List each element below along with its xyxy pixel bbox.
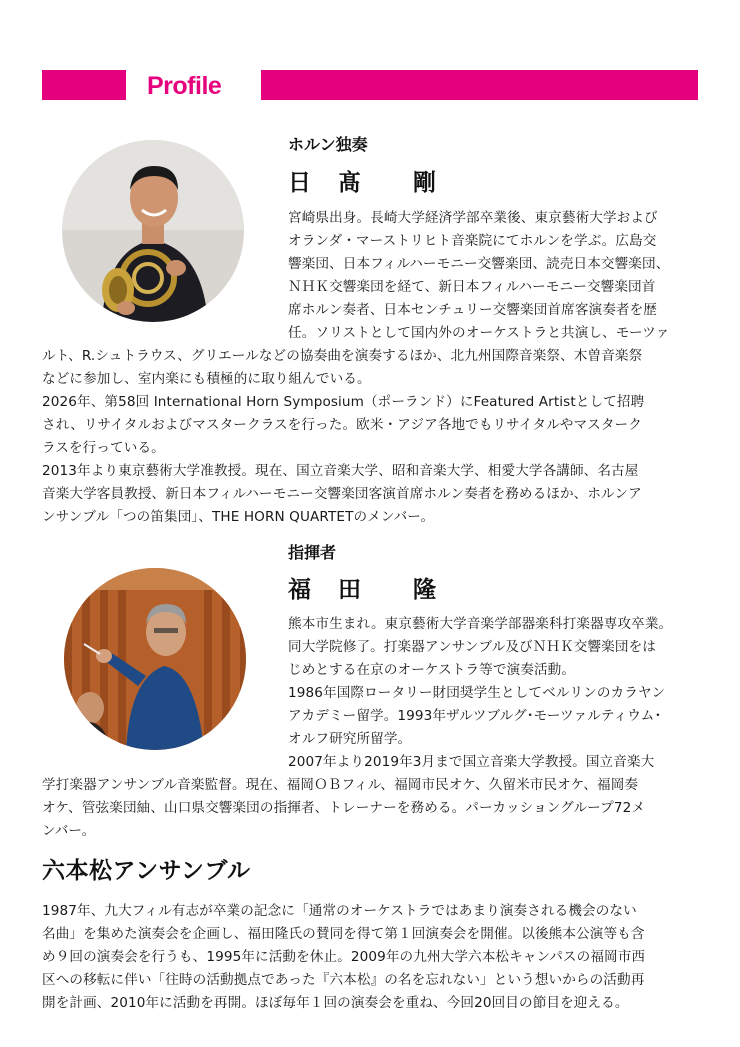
name-conductor: 福 田 隆 xyxy=(288,577,438,603)
bio-line: 宮崎県出身。長崎大学経済学部卒業後、東京藝術大学および xyxy=(288,210,658,226)
role-label-horn: ホルン独奏 xyxy=(288,135,368,154)
bio-line: オルフ研究所留学。 xyxy=(288,731,412,747)
portrait-photo-conductor xyxy=(64,568,246,750)
bio-line: 2013年より東京藝術大学准教授。現在、国立音楽大学、昭和音楽大学、相愛大学各講師、名古屋 xyxy=(42,463,639,479)
bio-line: 2007年より2019年3月まで国立音楽大学教授。国立音楽大 xyxy=(288,754,655,770)
bio-line: ルト、R.シュトラウス、グリエールなどの協奏曲を演奏するほか、北九州国際音楽祭、木曽音楽祭 xyxy=(42,348,643,364)
bio-line: ンサンブル「つの笛集団」、THE HORN QUARTETのメンバー。 xyxy=(42,509,435,525)
header-bar-left xyxy=(42,70,126,100)
role-label-conductor: 指揮者 xyxy=(288,543,337,562)
ensemble-line: 開を計画、2010年に活動を再開。ほぼ毎年１回の演奏会を重ね、今回20回目の節目を迎える。 xyxy=(42,995,629,1011)
bio-line: じめとする在京のオーケストラ等で演奏活動。 xyxy=(288,662,576,678)
bio-line: などに参加し、室内楽にも積極的に取り組んでいる。 xyxy=(42,371,371,387)
name-horn-soloist: 日 髙 剛 xyxy=(288,170,438,196)
bio-line: 同大学院修了。打楽器アンサンブル及びＮＨＫ交響楽団をは xyxy=(288,639,656,655)
bio-line: 任。ソリストとして国内外のオーケストラと共演し、モーツァ xyxy=(288,325,670,341)
ensemble-line: 区への移転に伴い「往時の活動拠点であった『六本松』の名を忘れない」という想いからの活動再 xyxy=(42,972,645,988)
bio-line: アカデミー留学。1993年ザルツブルグ･モーツァルティウム･ xyxy=(288,708,662,724)
portrait-photo-horn-player xyxy=(62,140,244,322)
header-bar-right xyxy=(261,70,698,100)
page-title: Profile xyxy=(147,72,222,100)
ensemble-line: め９回の演奏会を行うも、1995年に活動を休止。2009年の九州大学六本松キャンパスの福岡市西 xyxy=(42,949,646,965)
bio-line: ＮＨＫ交響楽団を経て、新日本フィルハーモニー交響楽団首 xyxy=(288,279,656,295)
bio-line: 響楽団、日本フィルハーモニー交響楽団、読売日本交響楽団、 xyxy=(288,256,670,272)
bio-line: ラスを行っている。 xyxy=(42,440,165,456)
bio-line: ンバー。 xyxy=(42,823,96,839)
bio-line: 熊本市生まれ。東京藝術大学音楽学部器楽科打楽器専攻卒業。 xyxy=(288,616,673,632)
bio-line: 音楽大学客員教授、新日本フィルハーモニー交響楽団客演首席ホルン奏者を務めるほか、ホルンア xyxy=(42,486,642,502)
bio-line: 1986年国際ロータリー財団奨学生としてベルリンのカラヤン xyxy=(288,685,666,701)
bio-line: 席ホルン奏者、日本センチュリー交響楽団首席客演奏者を歴 xyxy=(288,302,657,318)
section-title-ensemble: 六本松アンサンブル xyxy=(42,858,251,884)
bio-line: 2026年、第58回 International Horn Symposium（ポーランド）にFeatured Artistとして招聘 xyxy=(42,394,645,410)
bio-line: され、リサイタルおよびマスタークラスを行った。欧米・アジア各地でもリサイタルやマスターク xyxy=(42,417,642,433)
ensemble-line: 1987年、九大フィル有志が卒業の記念に「通常のオーケストラではあまり演奏される機会のない xyxy=(42,903,637,919)
ensemble-line: 名曲」を集めた演奏会を企画し、福田隆氏の賛同を得て第１回演奏会を開催。以後熊本公演等も含 xyxy=(42,926,645,942)
bio-line: オケ、管弦楽団紬、山口県交響楽団の指揮者、トレーナーを務める。パーカッショングループ72メ xyxy=(42,800,646,816)
bio-line: 学打楽器アンサンブル音楽監督。現在、福岡ＯＢフィル、福岡市民オケ、久留米市民オケ、福岡奏 xyxy=(42,777,639,793)
bio-line: オランダ・マーストリヒト音楽院にてホルンを学ぶ。広島交 xyxy=(288,233,657,249)
